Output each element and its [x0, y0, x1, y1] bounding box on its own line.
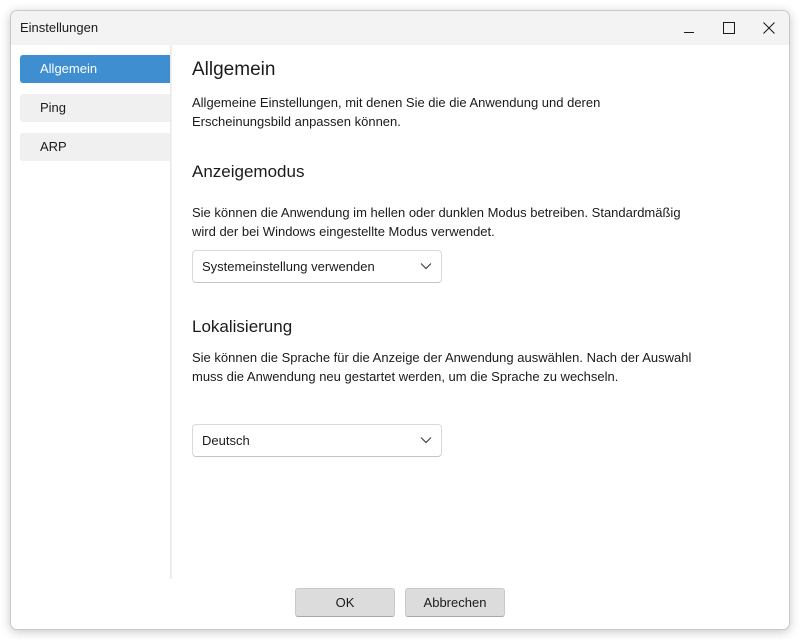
- close-icon: [763, 22, 775, 34]
- maximize-icon: [723, 22, 735, 34]
- localization-description: Sie können die Sprache für die Anzeige der Anwendung auswählen. Nach der Auswahl muss die Anwendung neu gestartet werden, um die Sprache zu wechseln.: [192, 350, 692, 384]
- page-intro: Allgemeine Einstellungen, mit denen Sie die die Anwendung und deren Erscheinungsbild anpassen können.: [192, 95, 601, 129]
- sidebar: [11, 45, 171, 579]
- display-mode-heading: Anzeigemodus: [192, 162, 305, 181]
- sidebar-item-arp[interactable]: [20, 133, 170, 161]
- minimize-icon: [683, 22, 695, 34]
- window-title: Einstellungen: [20, 20, 99, 35]
- display-mode-description: Sie können die Anwendung im hellen oder dunklen Modus betreiben. Standardmäßig wird der bei Windows eingestellte Modus verwendet.: [192, 205, 681, 239]
- settings-window: [10, 10, 790, 630]
- sidebar-item-label: ARP: [40, 139, 67, 154]
- chevron-down-icon: [420, 262, 432, 270]
- localization-heading: Lokalisierung: [192, 317, 293, 336]
- sidebar-item-label: Allgemein: [40, 61, 98, 76]
- ok-button[interactable]: OK: [295, 588, 395, 617]
- cancel-button[interactable]: Abbrechen: [405, 588, 505, 617]
- minimize-button[interactable]: [669, 11, 709, 45]
- sidebar-item-allgemein[interactable]: [20, 55, 170, 83]
- title-bar[interactable]: [11, 11, 789, 45]
- maximize-button[interactable]: [709, 11, 749, 45]
- language-select[interactable]: [192, 424, 442, 457]
- close-button[interactable]: [749, 11, 789, 45]
- sidebar-item-label: Ping: [40, 100, 67, 115]
- sidebar-item-ping[interactable]: [20, 94, 170, 122]
- language-selected-value: Deutsch: [202, 433, 250, 448]
- display-mode-selected-value: Systemeinstellung verwenden: [202, 259, 375, 274]
- dialog-footer: [11, 579, 789, 630]
- settings-content: [172, 45, 790, 579]
- chevron-down-icon: [420, 436, 432, 444]
- display-mode-select[interactable]: [192, 250, 442, 283]
- page-title: Allgemein: [192, 59, 276, 80]
